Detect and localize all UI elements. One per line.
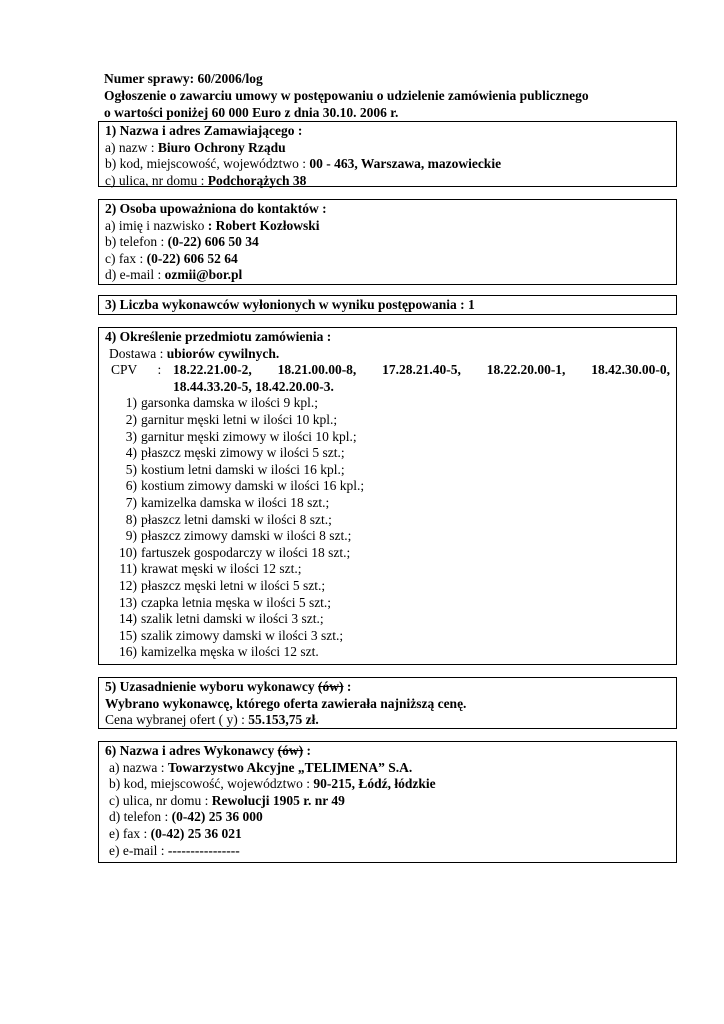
contact-name-label: a) imię i nazwisko [105, 217, 208, 233]
list-item-number: 14) [119, 611, 137, 627]
contact-email-label: d) e-mail : [105, 267, 165, 283]
contractor-fax-label: e) fax : [109, 825, 151, 841]
price-value: 55.153,75 zł. [248, 712, 319, 728]
authority-city-label: b) kod, miejscowość, województwo : [105, 156, 310, 172]
cpv-code: 18.22.20.00-1, [486, 362, 566, 378]
list-item [105, 528, 670, 545]
list-item [105, 545, 670, 562]
list-item-number: 4) [125, 445, 137, 461]
contractor-street-label: c) ulica, nr domu : [109, 792, 212, 808]
list-item [105, 462, 670, 479]
list-item-number: 5) [125, 461, 137, 477]
cpv-code: 17.28.21.40-5, [382, 362, 461, 378]
contractor-city-label: b) kod, miejscowość, województwo : [109, 776, 314, 792]
list-item-number: 8) [125, 511, 137, 527]
list-item-number: 11) [119, 561, 137, 577]
strikethrough-ow: (ów) [318, 679, 344, 694]
authority-name-label: a) nazw : [105, 139, 158, 155]
cpv-code: 18.22.21.00-2, [173, 362, 252, 378]
list-item-number: 16) [119, 644, 137, 660]
notice-title-line2: o wartości poniżej 60 000 Euro z dnia 30.10. 2006 r. [104, 105, 399, 120]
list-item-number: 6) [125, 478, 137, 494]
strikethrough-ow: (ów) [277, 743, 304, 758]
contact-name: : Robert Kozłowski [207, 217, 320, 233]
list-item-number: 2) [125, 411, 137, 427]
cpv-code: 18.42.30.00-0, [591, 362, 670, 378]
list-item [105, 395, 670, 412]
list-item-text: kostium letni damski w ilości 16 kpl.; [141, 461, 345, 477]
list-item-text: fartuszek gospodarczy w ilości 18 szt.; [141, 544, 351, 560]
list-item-number: 12) [119, 577, 137, 593]
authority-city: 00 - 463, Warszawa, mazowieckie [309, 156, 502, 172]
contractor-phone: (0-42) 25 36 000 [171, 809, 263, 825]
section4-title: 4) Określenie przedmiotu zamówienia : [105, 329, 332, 344]
cpv-code: 18.21.00.00-8, [277, 362, 357, 378]
notice-title-line1: Ogłoszenie o zawarciu umowy w postępowaniu o udzielenie zamówienia publicznego [104, 88, 589, 103]
list-item-text: garnitur męski letni w ilości 10 kpl.; [141, 411, 338, 427]
price-label: Cena wybranej ofert ( y) : [105, 712, 249, 728]
contractor-name: Towarzystwo Akcyjne „TELIMENA” S.A. [167, 759, 413, 775]
section-contractor [98, 741, 677, 863]
contractor-city: 90-215, Łódź, łódzkie [313, 776, 436, 792]
list-item-text: płaszcz letni damski w ilości 8 szt.; [141, 511, 332, 527]
cpv-label: CPV [111, 362, 138, 378]
case-number: Numer sprawy: 60/2006/log [104, 71, 263, 86]
list-item [105, 628, 670, 645]
section-contracting-authority [98, 121, 677, 187]
contact-phone: (0-22) 606 50 34 [167, 234, 259, 250]
section5-title: 5) Uzasadnienie wyboru wykonawcy (ów) : [105, 679, 352, 694]
list-item [105, 561, 670, 578]
list-item [105, 495, 670, 512]
contact-fax-label: c) fax : [105, 250, 147, 266]
section-contractor-count [98, 295, 677, 315]
cpv-codes [105, 362, 670, 395]
section3-title: 3) Liczba wykonawców wyłonionych w wyniku postępowania : 1 [105, 297, 475, 312]
cpv-code-row2: 18.44.33.20-5, 18.42.20.00-3. [173, 378, 334, 394]
delivery-value: ubiorów cywilnych. [166, 345, 280, 361]
list-item-text: płaszcz męski letni w ilości 5 szt.; [141, 577, 326, 593]
list-item [105, 595, 670, 612]
list-item-number: 13) [119, 594, 137, 610]
list-item-text: kamizelka męska w ilości 12 szt. [141, 644, 319, 660]
list-item-text: czapka letnia męska w ilości 5 szt.; [141, 594, 332, 610]
section-order-subject [98, 327, 677, 665]
contractor-phone-label: d) telefon : [109, 809, 172, 825]
list-item-number: 1) [125, 395, 137, 411]
contact-email: ozmii@bor.pl [164, 267, 243, 283]
list-item-text: kostium zimowy damski w ilości 16 kpl.; [141, 478, 365, 494]
list-item-number: 7) [125, 494, 137, 510]
list-item [105, 478, 670, 495]
list-item-number: 15) [119, 627, 137, 643]
section-contact-person [98, 199, 677, 285]
document-header [104, 70, 589, 121]
authority-name: Biuro Ochrony Rządu [157, 139, 286, 155]
list-item [105, 578, 670, 595]
section-selection-justification [98, 677, 677, 729]
list-item [105, 512, 670, 529]
selection-reason: Wybrano wykonawcę, którego oferta zawierała najniższą cenę. [105, 695, 467, 711]
list-item [105, 445, 670, 462]
item-list [105, 395, 670, 661]
list-item [105, 429, 670, 446]
contractor-street: Rewolucji 1905 r. nr 49 [211, 792, 345, 808]
contractor-name-label: a) nazwa : [109, 759, 168, 775]
authority-street-label: c) ulica, nr domu : [105, 172, 208, 188]
list-item-text: płaszcz męski zimowy w ilości 5 szt.; [141, 445, 345, 461]
list-item-text: płaszcz zimowy damski w ilości 8 szt.; [141, 528, 352, 544]
section2-title: 2) Osoba upoważniona do kontaktów : [105, 201, 327, 216]
list-item-text: szalik zimowy damski w ilości 3 szt.; [141, 627, 344, 643]
list-item-text: garnitur męski zimowy w ilości 10 kpl.; [141, 428, 357, 444]
list-item-text: krawat męski w ilości 12 szt.; [141, 561, 302, 577]
list-item-text: garsonka damska w ilości 9 kpl.; [141, 395, 318, 411]
list-item [105, 644, 670, 661]
contractor-fax: (0-42) 25 36 021 [150, 825, 242, 841]
list-item [105, 611, 670, 628]
list-item [105, 412, 670, 429]
authority-street: Podchorążych 38 [207, 172, 307, 188]
cpv-colon: : [157, 362, 162, 378]
delivery-label: Dostawa : [109, 345, 167, 361]
list-item-text: kamizelka damska w ilości 18 szt.; [141, 494, 330, 510]
contractor-email: ---------------- [167, 842, 240, 858]
list-item-number: 10) [119, 544, 137, 560]
section1-title: 1) Nazwa i adres Zamawiającego : [105, 123, 303, 138]
contact-fax: (0-22) 606 52 64 [146, 250, 238, 266]
list-item-number: 9) [125, 528, 137, 544]
list-item-number: 3) [125, 428, 137, 444]
list-item-text: szalik letni damski w ilości 3 szt.; [141, 611, 324, 627]
contact-phone-label: b) telefon : [105, 234, 168, 250]
contractor-email-label: e) e-mail : [109, 842, 168, 858]
section6-title: 6) Nazwa i adres Wykonawcy (ów) : [105, 743, 312, 758]
